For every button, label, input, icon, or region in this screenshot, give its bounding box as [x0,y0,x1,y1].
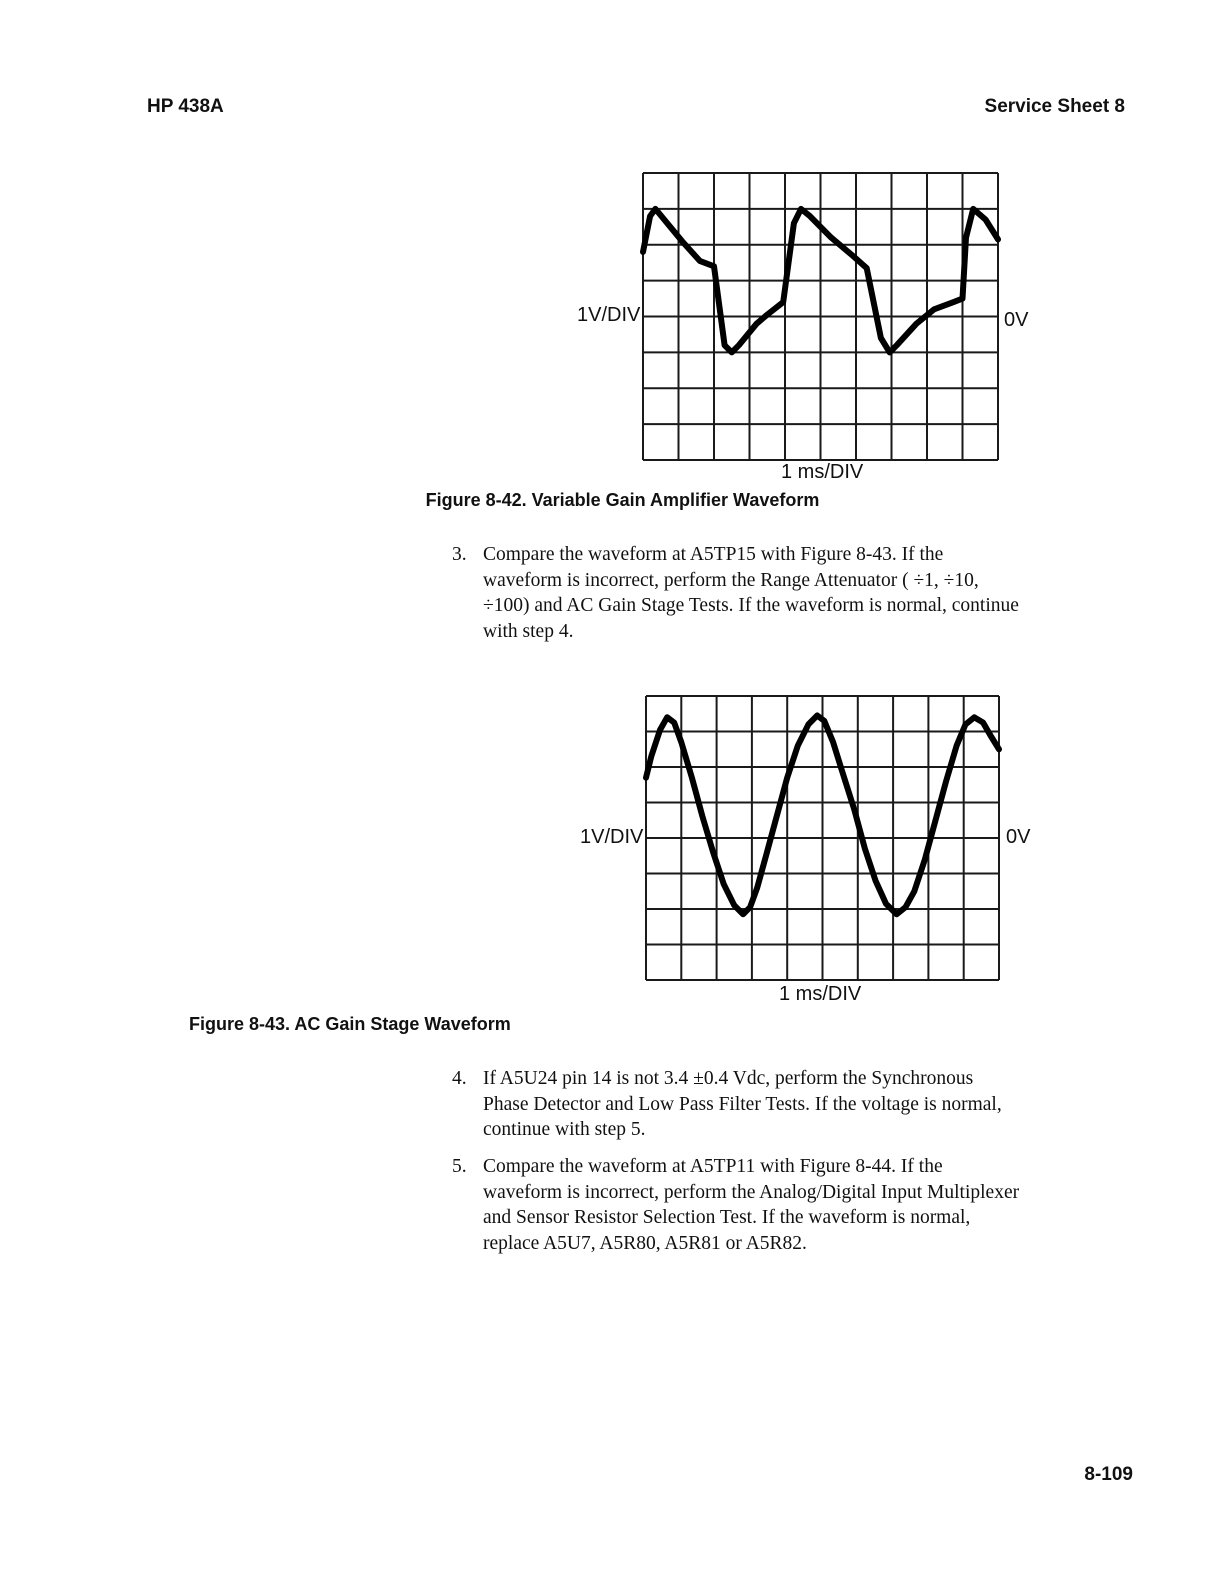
figure-8-42-horizontal-scale: 1 ms/DIV [781,461,864,483]
step-5 [452,1154,1132,1256]
figure-8-43-caption: Figure 8-43. AC Gain Stage Waveform [189,1014,511,1034]
step-number: 3. [452,544,467,565]
figure-8-42-zero-label: 0V [1004,309,1029,331]
step-line: continue with step 5. [483,1119,646,1140]
step-number: 5. [452,1156,467,1177]
figure-8-42-graticule [643,173,998,460]
step-line: Phase Detector and Low Pass Filter Tests. If the voltage is normal, [483,1093,1002,1115]
figure-8-43-zero-label: 0V [1006,826,1031,848]
figure-8-42-vertical-scale: 1V/DIV [577,304,641,326]
step-4 [452,1066,1132,1143]
figure-8-42-caption: Figure 8-42. Variable Gain Amplifier Waveform [425,490,820,510]
step-line: waveform is incorrect, perform the Range Attenuator ( ÷1, ÷10, [483,569,979,591]
step-line: with step 4. [483,620,574,642]
step-line: and Sensor Resistor Selection Test. If the waveform is normal, [483,1207,971,1228]
header-model: HP 438A [147,96,224,117]
step-3 [452,542,1132,644]
page-number: 8-109 [1084,1464,1133,1485]
figure-8-43-horizontal-scale: 1 ms/DIV [779,983,862,1005]
step-line: Compare the waveform at A5TP15 with Figure 8-43. If the [483,544,944,565]
header-section: Service Sheet 8 [984,96,1125,117]
step-line: Compare the waveform at A5TP11 with Figure 8-44. If the [483,1156,943,1177]
figure-8-42-oscilloscope [643,173,998,460]
figure-8-43-graticule [646,696,999,980]
figure-8-43-oscilloscope [646,696,999,980]
step-line: ÷100) and AC Gain Stage Tests. If the waveform is normal, continue [483,595,1019,616]
figure-8-43-vertical-scale: 1V/DIV [580,826,644,848]
step-line: If A5U24 pin 14 is not 3.4 ±0.4 Vdc, perform the Synchronous [483,1068,974,1089]
step-line: replace A5U7, A5R80, A5R81 or A5R82. [483,1232,807,1254]
step-line: waveform is incorrect, perform the Analog/Digital Input Multiplexer [483,1181,1020,1203]
step-number: 4. [452,1068,467,1089]
